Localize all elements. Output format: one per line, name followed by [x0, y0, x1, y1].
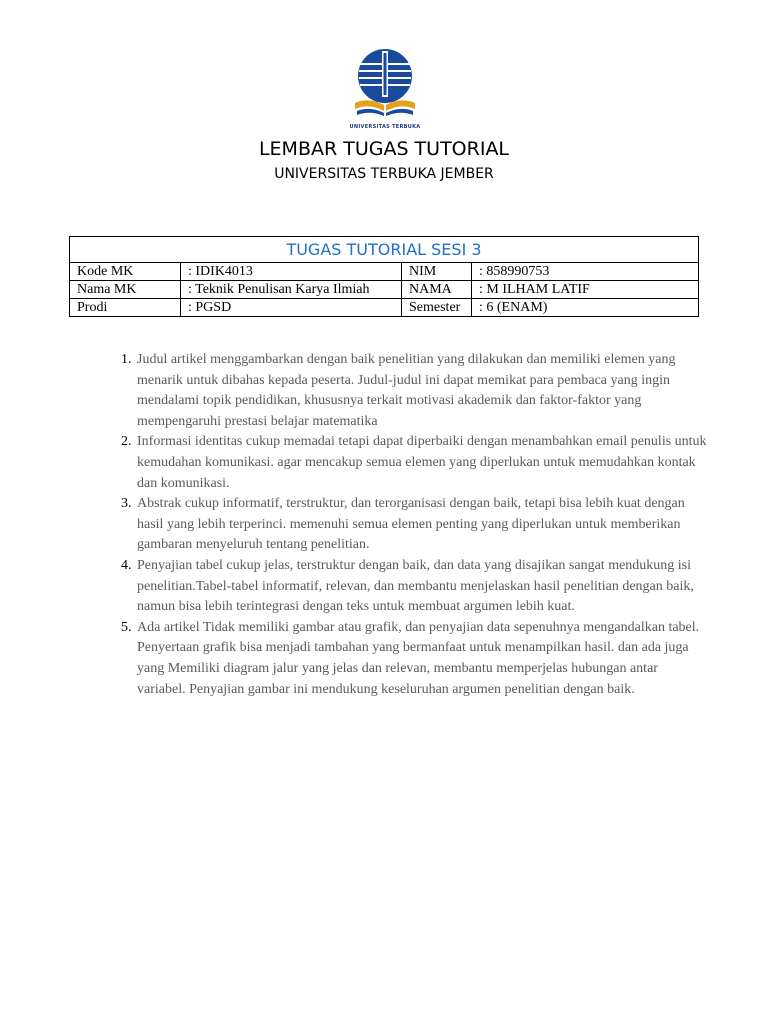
student-info-table [69, 236, 699, 317]
list-item: 3. Abstrak cukup informatif, terstruktur, dan terorganisasi dengan baik, tetapi bisa lebih kuat dengan hasil yang lebih terperinci. memenuhi semua elemen penting yang diperlukan untuk memberikan gambaran menyeluruh tentang penelitian. [135, 494, 707, 556]
page-subtitle: UNIVERSITAS TERBUKA JEMBER [274, 166, 494, 182]
label-prodi: Prodi [70, 299, 181, 317]
list-item: 5. Ada artikel Tidak memiliki gambar atau grafik, dan penyajian data sepenuhnya mengandalkan tabel. Penyertaan grafik bisa menjadi tambahan yang bermanfaat untuk menampilkan hasil. dan ada juga yang Memiliki diagram jalur yang jelas dan relevan, membantu memperjelas hubungan antar variabel. Penyajian gambar ini mendukung keseluruhan argumen penelitian dengan baik. [135, 618, 707, 700]
value-nim: : 858990753 [472, 263, 699, 281]
logo-caption: UNIVERSITAS TERBUKA [349, 124, 421, 130]
table-heading-row [70, 237, 699, 263]
label-nim: NIM [402, 263, 472, 281]
universitas-terbuka-logo [351, 45, 419, 135]
value-prodi: : PGSD [181, 299, 402, 317]
table-row [70, 299, 699, 317]
table-heading: TUGAS TUTORIAL SESI 3 [70, 237, 699, 263]
table-row [70, 263, 699, 281]
value-nama: : M ILHAM LATIF [472, 281, 699, 299]
label-kode-mk: Kode MK [70, 263, 181, 281]
list-item: 1. Judul artikel menggambarkan dengan baik penelitian yang dilakukan dan memiliki elemen yang menarik untuk dibahas kepada peserta. Judul-judul ini dapat memikat para pembaca yang ingin mendalami topik pendidikan, khususnya terkait motivasi akademik dan faktor-faktor yang mempengaruhi prestasi belajar matematika [135, 350, 707, 432]
value-semester: : 6 (ENAM) [472, 299, 699, 317]
label-nama-mk: Nama MK [70, 281, 181, 299]
page-title: LEMBAR TUGAS TUTORIAL [258, 138, 510, 160]
table-row [70, 281, 699, 299]
label-semester: Semester [402, 299, 472, 317]
value-kode-mk: : IDIK4013 [181, 263, 402, 281]
list-item: 2. Informasi identitas cukup memadai tetapi dapat diperbaiki dengan menambahkan email penulis untuk kemudahan komunikasi. agar mencakup semua elemen yang diperlukan untuk memudahkan kontak dan komunikasi. [135, 432, 707, 494]
feedback-list [95, 350, 707, 700]
value-nama-mk: : Teknik Penulisan Karya Ilmiah [181, 281, 402, 299]
list-item: 4. Penyajian tabel cukup jelas, terstruktur dengan baik, dan data yang disajikan sangat mendukung isi penelitian.Tabel-tabel informatif, relevan, dan membantu menjelaskan hasil penelitian dengan baik, namun bisa lebih terintegrasi dengan teks untuk membuat argumen lebih kuat. [135, 556, 707, 618]
label-nama: NAMA [402, 281, 472, 299]
